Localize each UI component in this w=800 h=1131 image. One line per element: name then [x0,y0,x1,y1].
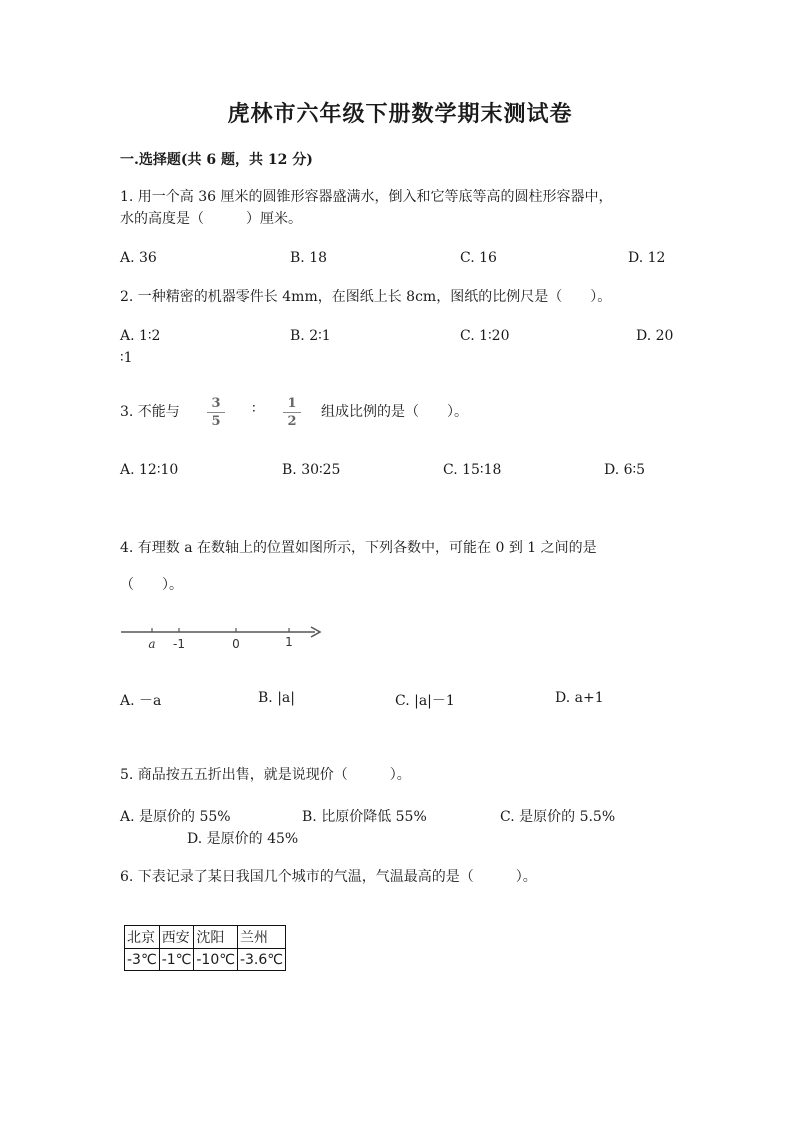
axis-label-1: 1 [285,635,293,649]
ratio-colon: ∶ [252,401,256,417]
fraction-2-bar [283,412,301,413]
question-2-option-d[interactable]: D. 20 [636,328,674,344]
question-2-text: 2. 一种精密的机器零件长 4mm，在图纸上长 8cm，图纸的比例尺是（ ）。 [120,289,612,305]
question-5-option-d[interactable]: D. 是原价的 45% [187,831,299,847]
table-cell-temp: -1℃ [159,949,194,971]
question-3-suffix: 组成比例的是（ ）。 [321,404,468,420]
question-4-line-1: 4. 有理数 a 在数轴上的位置如图所示，下列各数中，可能在 0 到 1 之间的是 [120,540,597,556]
question-6-text: 6. 下表记录了某日我国几个城市的气温，气温最高的是（ ）。 [120,869,537,885]
fraction-three-fifths [207,396,225,429]
number-line-figure [115,622,330,654]
table-cell-city: 西安 [159,926,194,949]
question-2-option-d-continuation: ∶1 [120,350,133,366]
fraction-1-bar [207,412,225,413]
question-1-line-2: 水的高度是（ ）厘米。 [120,211,302,227]
question-4-line-2: （ ）。 [120,577,183,593]
question-3-option-d[interactable]: D. 6∶5 [604,462,646,478]
question-1-option-b[interactable]: B. 18 [290,250,328,266]
question-2-option-a[interactable]: A. 1∶2 [120,328,161,344]
fraction-1-denominator: 5 [211,414,221,429]
question-4-option-a[interactable]: A. －a [120,693,162,709]
question-1-option-d[interactable]: D. 12 [628,250,666,266]
question-3-option-c[interactable]: C. 15∶18 [443,462,502,478]
page-title: 虎林市六年级下册数学期末测试卷 [227,101,573,127]
table-row-cities [125,926,286,949]
question-5-option-b[interactable]: B. 比原价降低 55% [302,809,427,825]
temperature-table [124,925,286,971]
section-heading: 一.选择题(共 6 题，共 12 分) [120,152,313,168]
question-3-option-a[interactable]: A. 12∶10 [120,462,179,478]
fraction-1-numerator: 3 [211,396,221,411]
question-1-line-1: 1. 用一个高 36 厘米的圆锥形容器盛满水，倒入和它等底等高的圆柱形容器中， [120,189,613,205]
axis-label-0: 0 [232,637,240,651]
question-5-option-a[interactable]: A. 是原价的 55% [120,809,231,825]
question-2-option-c[interactable]: C. 1∶20 [460,328,510,344]
question-3-option-b[interactable]: B. 30∶25 [282,462,341,478]
axis-label-a: a [148,637,156,651]
table-cell-city: 沈阳 [194,926,238,949]
question-4-option-d[interactable]: D. a+1 [555,690,604,706]
table-cell-city: 北京 [125,926,160,949]
axis-label-minus-1: -1 [173,637,185,651]
fraction-2-denominator: 2 [287,414,297,429]
question-4-option-c[interactable]: C. |a|－1 [395,693,455,709]
table-cell-temp: -3℃ [125,949,160,971]
table-row-temperatures [125,949,286,971]
question-1-option-a[interactable]: A. 36 [120,250,157,266]
fraction-one-half [283,396,301,429]
question-3-prefix: 3. 不能与 [120,404,180,420]
question-2-option-b[interactable]: B. 2∶1 [290,328,331,344]
table-cell-city: 兰州 [237,926,285,949]
question-1-option-c[interactable]: C. 16 [460,250,497,266]
fraction-2-numerator: 1 [287,396,297,411]
table-cell-temp: -10℃ [194,949,238,971]
table-cell-temp: -3.6℃ [237,949,285,971]
question-4-option-b[interactable]: B. |a| [258,690,295,706]
question-5-option-c[interactable]: C. 是原价的 5.5% [500,809,616,825]
question-5-text: 5. 商品按五五折出售，就是说现价（ ）。 [120,767,411,783]
